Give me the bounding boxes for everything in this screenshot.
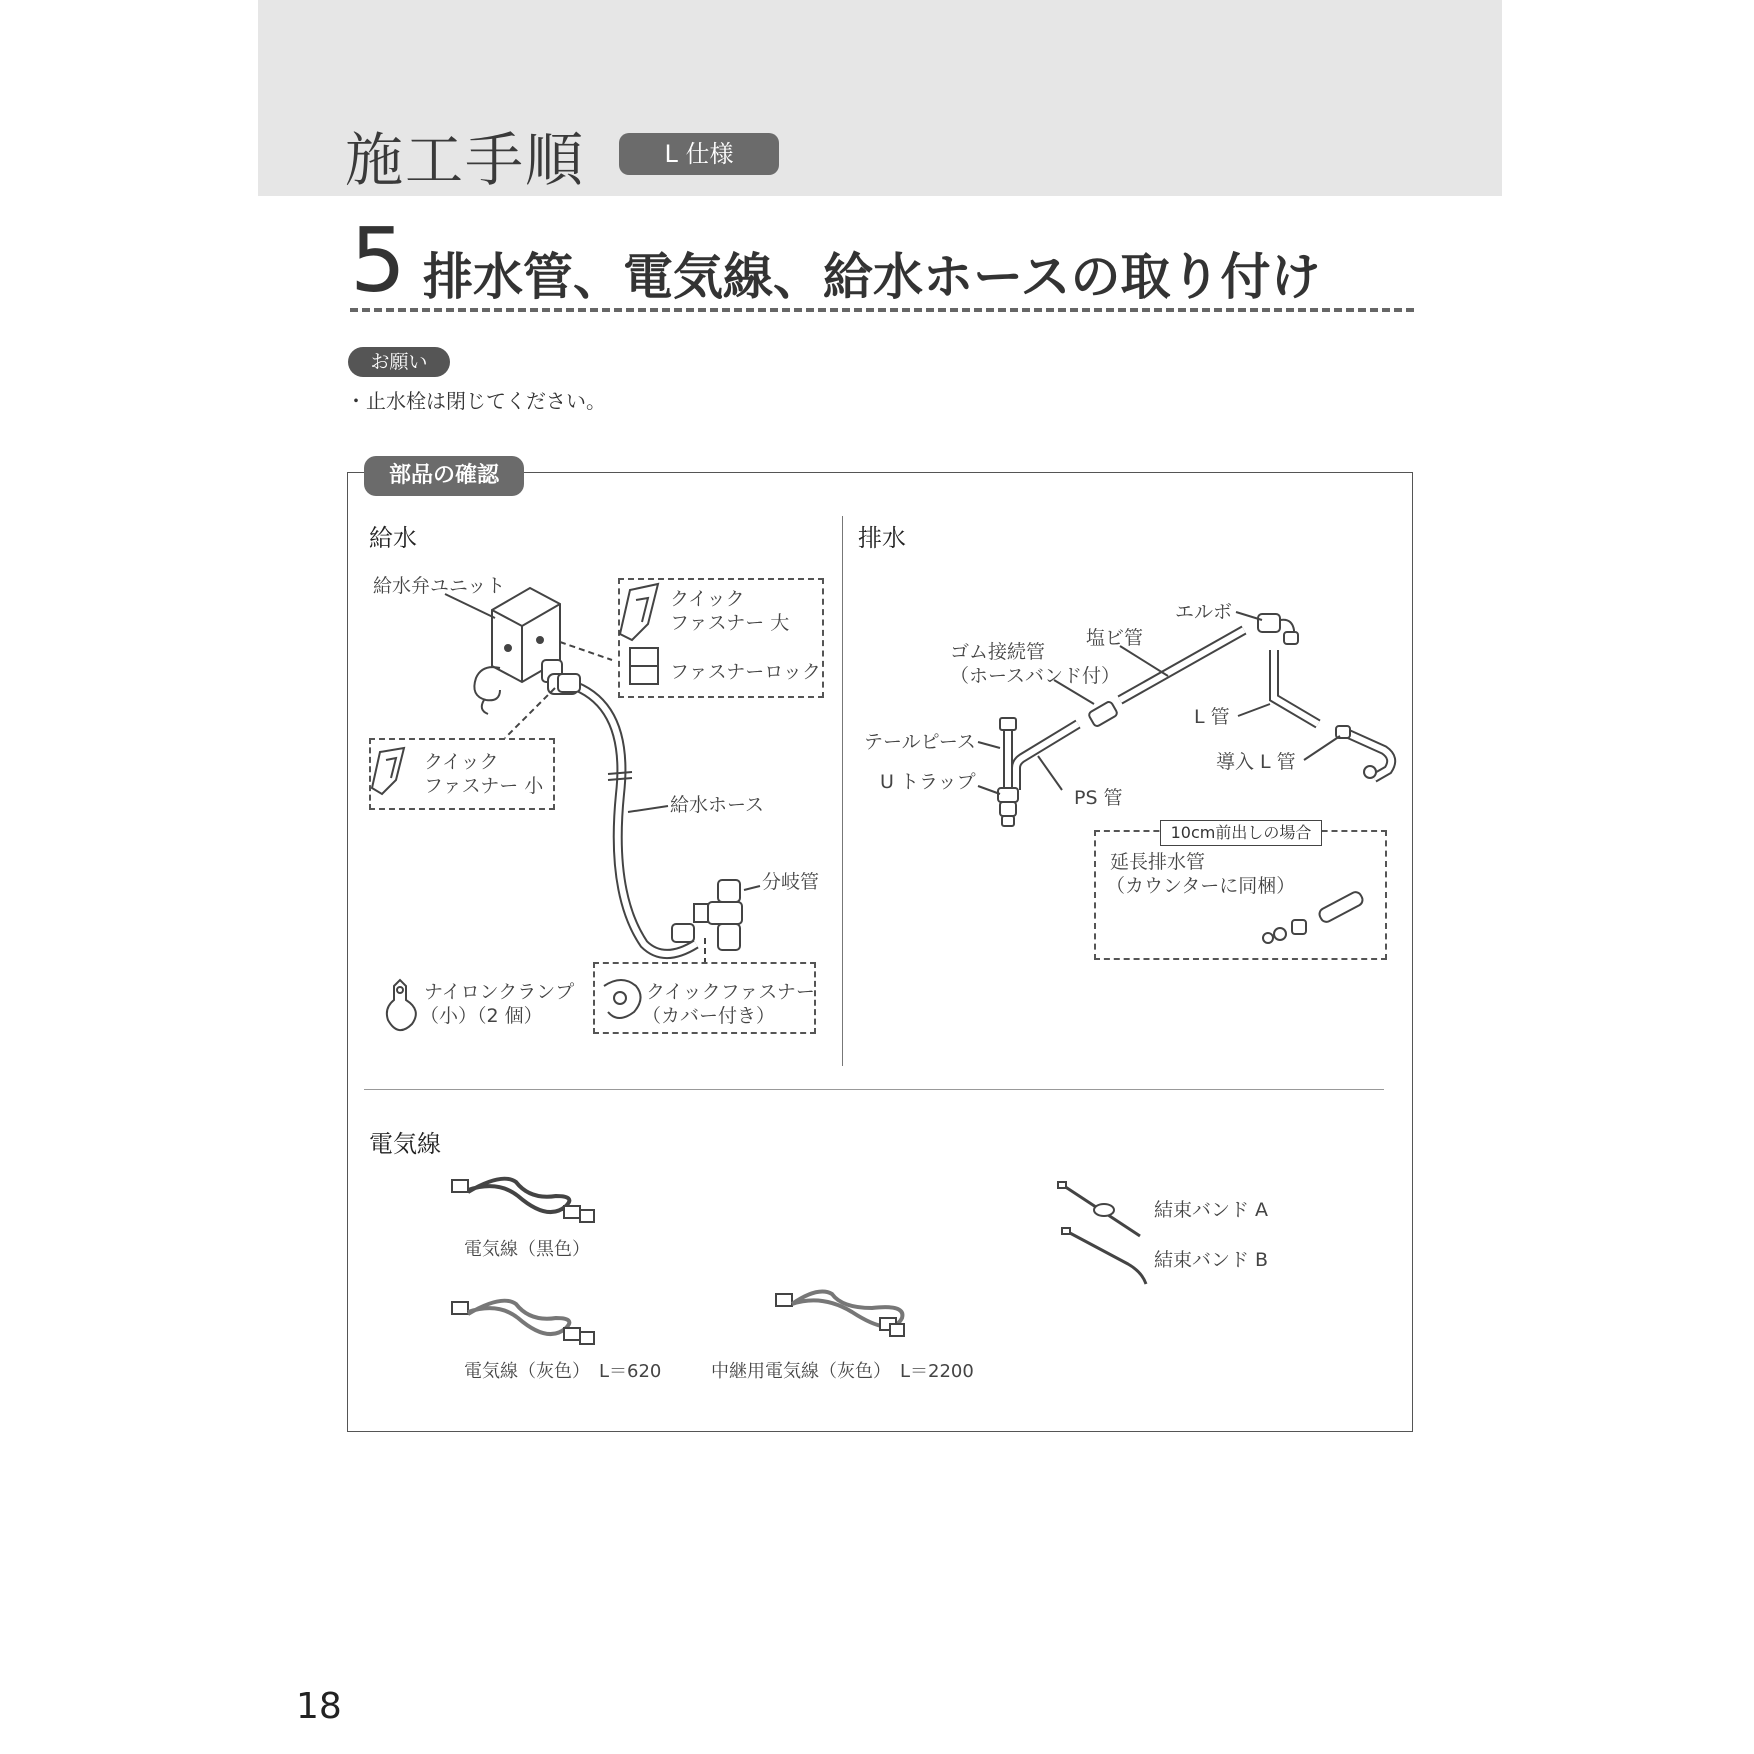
parts-check-tab: 部品の確認 xyxy=(364,456,524,496)
page-number: 18 xyxy=(296,1686,342,1727)
tail-piece-label: テールピース xyxy=(864,731,976,753)
quick-fastener-large-label-1: クイック xyxy=(670,588,745,610)
electric-heading: 電気線 xyxy=(369,1130,441,1158)
notice-text: ・止水栓は閉じてください。 xyxy=(346,389,606,413)
l-pipe-icon xyxy=(1274,650,1318,724)
quick-fastener-large-icon xyxy=(620,584,658,684)
l-pipe-label: L 管 xyxy=(1194,706,1230,728)
ps-pipe-label: PS 管 xyxy=(1074,787,1123,809)
intro-l-pipe-icon xyxy=(1336,726,1391,778)
u-trap-label: U トラップ xyxy=(880,771,976,793)
relay-wire-icon xyxy=(776,1292,904,1336)
extension-pipe-label-2: （カウンターに同梱） xyxy=(1106,875,1296,897)
valve-unit-label: 給水弁ユニット xyxy=(373,575,506,597)
valve-unit-icon xyxy=(474,588,578,714)
section-number: 5 xyxy=(350,209,406,312)
wire-gray-label: 電気線（灰色） L＝620 xyxy=(464,1361,662,1382)
rubber-pipe-label-1: ゴム接続管 xyxy=(950,641,1046,663)
nylon-clamp-icon xyxy=(387,980,416,1030)
nylon-clamp-label-2: （小）（2 個） xyxy=(420,1005,543,1027)
quick-fastener-small-label-2: ファスナー 小 xyxy=(424,775,544,797)
fastener-lock-label: ファスナーロック xyxy=(670,661,821,683)
notice-badge: お願い xyxy=(348,347,450,377)
spec-badge: L 仕様 xyxy=(619,133,779,175)
supply-hose-label: 給水ホース xyxy=(670,794,765,816)
forward-tag: 10cm前出しの場合 xyxy=(1160,820,1322,846)
wire-black-icon xyxy=(452,1179,594,1222)
pvc-pipe-label: 塩ビ管 xyxy=(1086,627,1144,649)
quick-fastener-cover-label-1: クイックファスナー xyxy=(646,981,815,1003)
band-b-label: 結束バンド B xyxy=(1154,1249,1269,1271)
drainage-heading: 排水 xyxy=(858,524,906,552)
elbow-label: エルボ xyxy=(1175,601,1233,623)
wire-black-label: 電気線（黒色） xyxy=(464,1239,590,1260)
quick-fastener-large-label-2: ファスナー 大 xyxy=(670,612,790,634)
ps-pipe-icon xyxy=(1016,724,1078,790)
rubber-pipe-icon xyxy=(1088,701,1119,728)
intro-l-pipe-label: 導入 L 管 xyxy=(1216,751,1296,773)
section-title: 排水管、電気線、給水ホースの取り付け xyxy=(423,248,1321,306)
quick-fastener-cover-icon xyxy=(604,980,641,1018)
quick-fastener-small-icon xyxy=(372,748,404,794)
elbow-icon xyxy=(1258,614,1298,644)
water-supply-heading: 給水 xyxy=(369,524,417,552)
branch-pipe-icon xyxy=(694,880,742,950)
nylon-clamp-label-1: ナイロンクランプ xyxy=(424,981,575,1003)
quick-fastener-small-label-1: クイック xyxy=(424,751,499,773)
band-b-icon xyxy=(1062,1228,1146,1284)
relay-wire-label: 中継用電気線（灰色） L＝2200 xyxy=(711,1361,974,1382)
band-a-label: 結束バンド A xyxy=(1154,1199,1269,1221)
wire-gray-icon xyxy=(452,1301,594,1344)
branch-pipe-label: 分岐管 xyxy=(762,871,820,893)
u-trap-icon xyxy=(998,788,1018,826)
quick-fastener-cover-label-2: （カバー付き） xyxy=(642,1005,776,1027)
extension-pipe-label-1: 延長排水管 xyxy=(1110,851,1206,873)
rubber-pipe-label-2: （ホースバンド付） xyxy=(950,665,1121,687)
header-title: 施工手順 xyxy=(345,126,586,194)
